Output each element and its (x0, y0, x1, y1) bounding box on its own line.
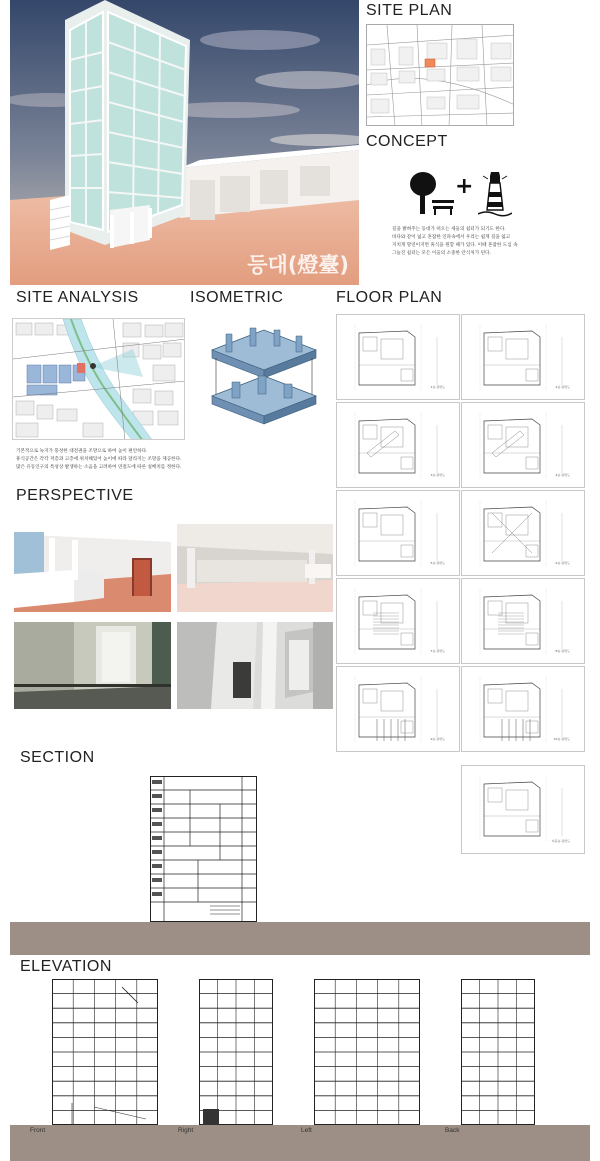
perspective-title: PERSPECTIVE (16, 487, 134, 504)
site-highlight (425, 59, 435, 67)
perspective-render-1 (14, 524, 171, 612)
floor-plan-sheet (336, 402, 460, 488)
floor-plan-sheet-label: 4층 평면도 (555, 473, 570, 477)
hero-render (10, 0, 359, 285)
floor-plan-sheet (461, 666, 585, 752)
elevation-label-front: Front (30, 1127, 46, 1134)
site-analysis-title: SITE ANALYSIS (16, 289, 139, 306)
floor-plan-sheet (461, 578, 585, 664)
elevation-label-left: Left (301, 1127, 312, 1134)
floor-plan-sheet-label: 1층 평면도 (430, 385, 445, 389)
section-drawing (150, 776, 260, 922)
elevation-label-right: Right (178, 1127, 194, 1134)
elevation-front (52, 979, 158, 1125)
concept-text: 길을 밝혀주는 등대가 떠오는 새들의 쉼터가 되기도 한다. 바다와 같이 넓고 혼잡한 인파속에서 우리는 쉽게 길을 잃고 지치게 망연이지면 휴식을 원할 때가 있다. 이때 혼잡한 도심 속 그늘진 쉼터는 모든 이들의 소중한 안식처가 된다. (392, 227, 518, 256)
floor-plan-sheet (336, 578, 460, 664)
site-analysis-text: 기본적으로 녹지가 풍성한 대전권을 조망으로 하여 높이 편안하다. 휴식공간은 각각 저층과 고층에 위치해있어 높이에 따라 달라지는 조망을 제공한다. 많은 유동인구의 특성상 발생하는 소음을 고려하여 연걸도에 따른 실배치를 정한다. (16, 449, 182, 470)
floor-plan-sheet-label: 2층 평면도 (555, 385, 570, 389)
lighthouse-icon (478, 166, 512, 218)
floor-plan-title: FLOOR PLAN (336, 289, 443, 306)
floor-plan-sheet-label: 9층 평면도 (430, 737, 445, 741)
hero-title: 등대(燈臺) (247, 253, 349, 277)
tree-bench-icon (406, 170, 456, 216)
concept-title: CONCEPT (366, 133, 448, 150)
floor-plan-sheet-label: 10층 평면도 (553, 737, 570, 741)
perspective-render-4 (177, 622, 333, 709)
perspective-render-2 (177, 524, 333, 612)
elevation-back (461, 979, 535, 1125)
floor-plan-sheet (461, 402, 585, 488)
floor-plan-sheet-label: 지붕층 평면도 (551, 839, 570, 843)
elevation-label-back: Back (445, 1127, 460, 1134)
perspective-render-3 (14, 622, 171, 709)
elevation-title: ELEVATION (20, 958, 112, 975)
floor-plan-sheet (336, 490, 460, 576)
floor-plan-sheet-label: 5층 평면도 (430, 561, 445, 565)
isometric-title: ISOMETRIC (190, 289, 284, 306)
isometric-model (204, 322, 324, 432)
section-ground (10, 922, 590, 955)
elevation-left (314, 979, 420, 1125)
floor-plan-sheet (461, 490, 585, 576)
floor-plan-sheet (336, 314, 460, 400)
elevation-right (199, 979, 273, 1125)
floor-plan-sheet-label: 3층 평면도 (430, 473, 445, 477)
floor-plan-sheet-label: 7층 평면도 (430, 649, 445, 653)
floor-plan-sheet (461, 765, 585, 854)
elevation-ground (10, 1125, 590, 1161)
plus-icon: + (455, 174, 474, 199)
site-analysis-map (12, 318, 185, 440)
site-plan-title: SITE PLAN (366, 2, 453, 19)
floor-plan-sheet (336, 666, 460, 752)
floor-plan-sheet-label: 6층 평면도 (555, 561, 570, 565)
floor-plan-sheet-label: 8층 평면도 (555, 649, 570, 653)
section-title: SECTION (20, 749, 95, 766)
site-plan-map (366, 24, 514, 126)
floor-plan-sheet (461, 314, 585, 400)
